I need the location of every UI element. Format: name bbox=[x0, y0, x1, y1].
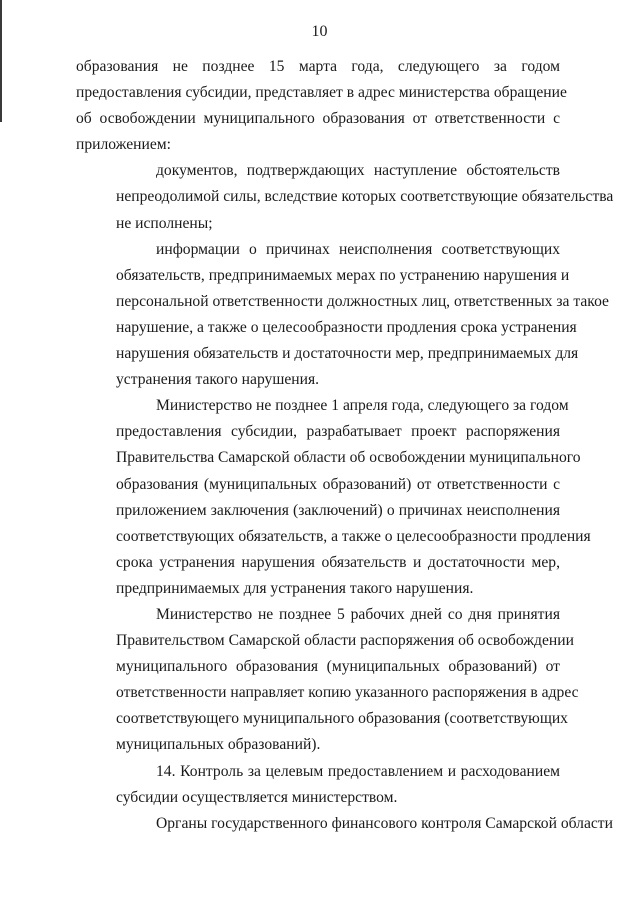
text-line: предоставления субсидии, представляет в адрес министерства обращение bbox=[76, 84, 567, 102]
text-line: устранения такого нарушения. bbox=[116, 371, 320, 389]
text-line: приложением заключения (заключений) о причинах неисполнения bbox=[116, 501, 560, 519]
scan-edge-mark bbox=[0, 0, 2, 122]
text-line: Органы государственного финансового контроля Самарской области bbox=[156, 814, 613, 832]
text-line: не исполнены; bbox=[116, 214, 213, 232]
text-line: предпринимаемых для устранения такого нарушения. bbox=[116, 579, 474, 597]
text-line: Правительства Самарской области об освобождении муниципального bbox=[116, 449, 581, 467]
paragraph bbox=[76, 602, 579, 759]
text-line: обязательств, предпринимаемых мерах по устранению нарушения и bbox=[116, 266, 570, 284]
text-line: нарушения обязательств и достаточности мер, предпринимаемых для bbox=[116, 345, 579, 363]
text-line: предоставления субсидии, разрабатывает проект распоряжения bbox=[116, 423, 560, 441]
text-line: срока устранения нарушения обязательств и достаточности мер, bbox=[116, 553, 560, 571]
paragraph bbox=[76, 393, 591, 602]
text-line: персональной ответственности должностных лиц, ответственных за такое bbox=[116, 292, 609, 310]
text-line: образования не позднее 15 марта года, следующего за годом bbox=[76, 58, 560, 75]
text-line: 14. Контроль за целевым предоставлением и расходованием bbox=[156, 762, 560, 780]
text-line: соответствующего муниципального образования (соответствующих bbox=[116, 710, 568, 728]
paragraph bbox=[76, 759, 560, 811]
paragraph bbox=[76, 237, 609, 394]
paragraph bbox=[76, 54, 567, 158]
page-number: 10 bbox=[311, 23, 328, 40]
text-line: соответствующих обязательств, а также о целесообразности продления bbox=[116, 527, 591, 545]
text-line: Министерство не позднее 1 апреля года, следующего за годом bbox=[156, 397, 569, 415]
paragraph bbox=[76, 811, 613, 837]
text-line: информации о причинах неисполнения соответствующих bbox=[156, 240, 560, 258]
paragraph bbox=[76, 158, 614, 236]
text-line: Правительством Самарской области распоряжения об освобождении bbox=[116, 632, 574, 650]
text-line: документов, подтверждающих наступление обстоятельств bbox=[156, 162, 560, 180]
text-line: муниципального образования (муниципальных образований) от bbox=[116, 658, 560, 676]
text-line: ответственности направляет копию указанного распоряжения в адрес bbox=[116, 684, 579, 702]
text-line: субсидии осуществляется министерством. bbox=[116, 788, 398, 806]
text-line: Министерство не позднее 5 рабочих дней со дня принятия bbox=[156, 605, 560, 623]
text-line: об освобождении муниципального образования от ответственности с bbox=[76, 110, 560, 128]
text-line: непреодолимой силы, вследствие которых соответствующие обязательства bbox=[116, 188, 614, 206]
text-line: образования (муниципальных образований) от ответственности с bbox=[116, 475, 560, 493]
text-line: нарушение, а также о целесообразности продления срока устранения bbox=[116, 318, 577, 336]
text-line: муниципальных образований). bbox=[116, 736, 321, 754]
text-line: приложением: bbox=[76, 136, 171, 154]
document-body bbox=[76, 54, 614, 837]
